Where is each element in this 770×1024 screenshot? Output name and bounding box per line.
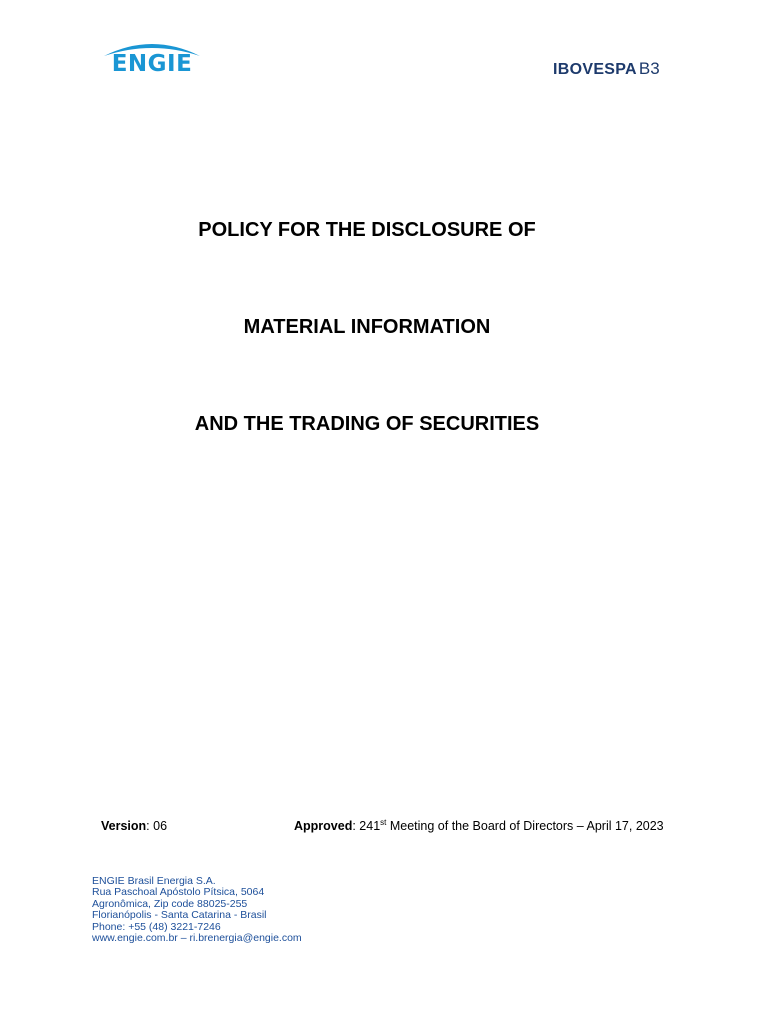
address-line: Agronômica, Zip code 88025-255 (92, 897, 248, 910)
engie-logo (100, 40, 204, 80)
approved-rest: Meeting of the Board of Directors – April 17, 2023 (386, 819, 664, 833)
address-line: www.engie.com.br – ri.brenergia@engie.com (92, 932, 302, 945)
approval-info (294, 818, 664, 834)
approved-prefix: : 241 (352, 819, 381, 833)
ibovespa-logo-text: IBOVESPA (553, 61, 637, 78)
title-line-2: MATERIAL INFORMATION (243, 316, 491, 338)
approved-label: Approved (294, 819, 353, 833)
address-line: Florianópolis - Santa Catarina - Brasil (92, 909, 267, 922)
address-line: Rua Paschoal Apóstolo Pítsica, 5064 (92, 886, 265, 899)
address-line: ENGIE Brasil Energia S.A. (92, 875, 216, 887)
b3-logo-text: B3 (638, 59, 660, 78)
version-label: Version (101, 819, 147, 833)
company-address (92, 876, 302, 944)
version-info (101, 818, 167, 834)
ibovespa-b3-logo (553, 58, 660, 80)
approved-ordinal: st (380, 818, 387, 827)
version-value: : 06 (146, 819, 168, 833)
engie-logo-text: ENGIE (111, 51, 193, 77)
title-line-3: AND THE TRADING OF SECURITIES (194, 413, 540, 435)
title-line-1: POLICY FOR THE DISCLOSURE OF (198, 219, 536, 241)
address-line: Phone: +55 (48) 3221-7246 (92, 920, 221, 933)
